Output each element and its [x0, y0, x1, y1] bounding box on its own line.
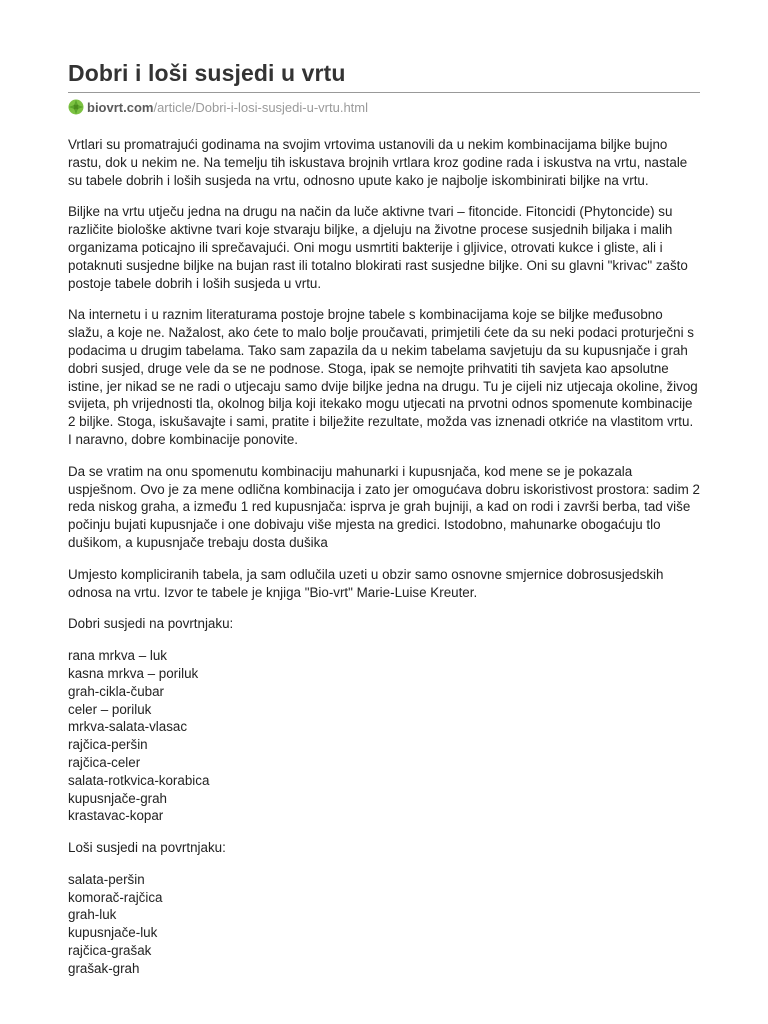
paragraph: Umjesto kompliciranih tabela, ja sam odlučila uzeti u obzir samo osnovne smjernice dobrosusjedskih odnosa na vrtu. Izvor te tabele je knjiga "Bio-vrt" Marie-Luise Kreuter. [68, 566, 664, 600]
list-item: rajčica-celer [68, 754, 141, 770]
good-neighbors-list [68, 647, 700, 825]
list-item: grah-cikla-čubar [68, 683, 165, 699]
list-item: kasna mrkva – poriluk [68, 665, 199, 681]
list-item: rajčica-grašak [68, 943, 152, 959]
article-body [68, 136, 700, 978]
paragraph: Na internetu i u raznim literaturama postoje brojne tabele s kombinacijama koje se biljke međusobno slažu, a koje ne. Nažalost, ako ćete to malo bolje proučavati, primjetili ćete da su neki podaci proturječni s podacima u drugim tabelama. Tako sam zapazila da u nekim tabelama savjetuju da su kupusnjače i grah dobri susjed, druge vele da se ne podnose. Stoga, ipak se nemojte prihvatiti tih savjeta kao apsolutne istine, jer nikad se ne radi o utjecaju samo dvije biljke jedna na drugu. Tu je cijeli niz utjecaja okoline, živog svijeta, ph vrijednosti tla, okolnog bilja koji itekako mogu utjecati na prvotni odnos spomenute kombinacije 2 biljke. Stoga, iskušavajte i sami, pratite i bilježite rezultate, možda vas iznenadi otkriće na vlastitom vrtu. I naravno, dobre kombinacije ponovite. [68, 307, 698, 447]
good-neighbors-heading: Dobri susjedi na povrtnjaku: [68, 616, 234, 632]
list-item: komorač-rajčica [68, 889, 163, 905]
list-item: kupusnjače-luk [68, 925, 158, 941]
bad-neighbors-heading: Loši susjedi na povrtnjaku: [68, 840, 226, 856]
source-domain: biovrt.com [87, 99, 154, 115]
leaf-logo-icon [68, 99, 84, 115]
list-item: salata-rotkvica-korabica [68, 772, 210, 788]
title-divider [68, 92, 700, 93]
paragraph: Vrtlari su promatrajući godinama na svojim vrtovima ustanovili da u nekim kombinacijama biljke bujno rastu, dok u nekim ne. Na temelju tih iskustava brojnih vrtlara kroz godine rada i iskustva na vrtu, nastale su tabele dobrih i loših susjeda na vrtu, odnosno upute kako je najbolje iskombinirati biljke na vrtu. [68, 137, 688, 188]
list-item: celer – poriluk [68, 701, 152, 717]
list-item: mrkva-salata-vlasac [68, 719, 188, 735]
page-title: Dobri i loši susjedi u vrtu [68, 60, 346, 86]
article [68, 0, 700, 992]
list-item: rajčica-peršin [68, 737, 148, 753]
bad-neighbors-list [68, 871, 700, 978]
source-path: /article/Dobri-i-losi-susjedi-u-vrtu.html [153, 99, 369, 115]
list-item: grah-luk [68, 907, 117, 923]
list-item: grašak-grah [68, 960, 140, 976]
list-item: salata-peršin [68, 871, 145, 887]
list-item: kupusnjače-grah [68, 790, 168, 806]
paragraph: Biljke na vrtu utječu jedna na drugu na način da luče aktivne tvari – fitoncide. Fitoncidi (Phytoncide) su različite biološke aktivne tvari koje stvaraju biljke, a djeluju na životne procese susjednih biljaka i malih organizama poticajno ili sprečavajući. Oni mogu usmrtiti bakterije i gljivice, otrovati kukce i gliste, ali i potaknuti susjedne biljke na bujan rast ili totalno blokirati rast susjedne biljke. Oni su glavni "krivac" zašto postoje tabele dobrih i loših susjeda u vrtu. [68, 204, 688, 291]
list-item: krastavac-kopar [68, 808, 164, 824]
list-item: rana mrkva – luk [68, 648, 167, 664]
source-link[interactable] [68, 98, 700, 116]
paragraph: Da se vratim na onu spomenutu kombinaciju mahunarki i kupusnjača, kod mene se je pokazala uspješnom. Ovo je za mene odlična kombinacija i zato jer omogućava dobru iskoristivost prostora: sadim 2 reda niskog graha, a između 1 red kupusnjača: isprva je grah bujniji, a kad on rodi i završi berba, tad više počinju bujati kupusnjače i one dobivaju više mjesta na gredici. Istodobno, mahunarke obogaćuju tlo dušikom, a kupusnjače trebaju dosta dušika [68, 463, 700, 550]
